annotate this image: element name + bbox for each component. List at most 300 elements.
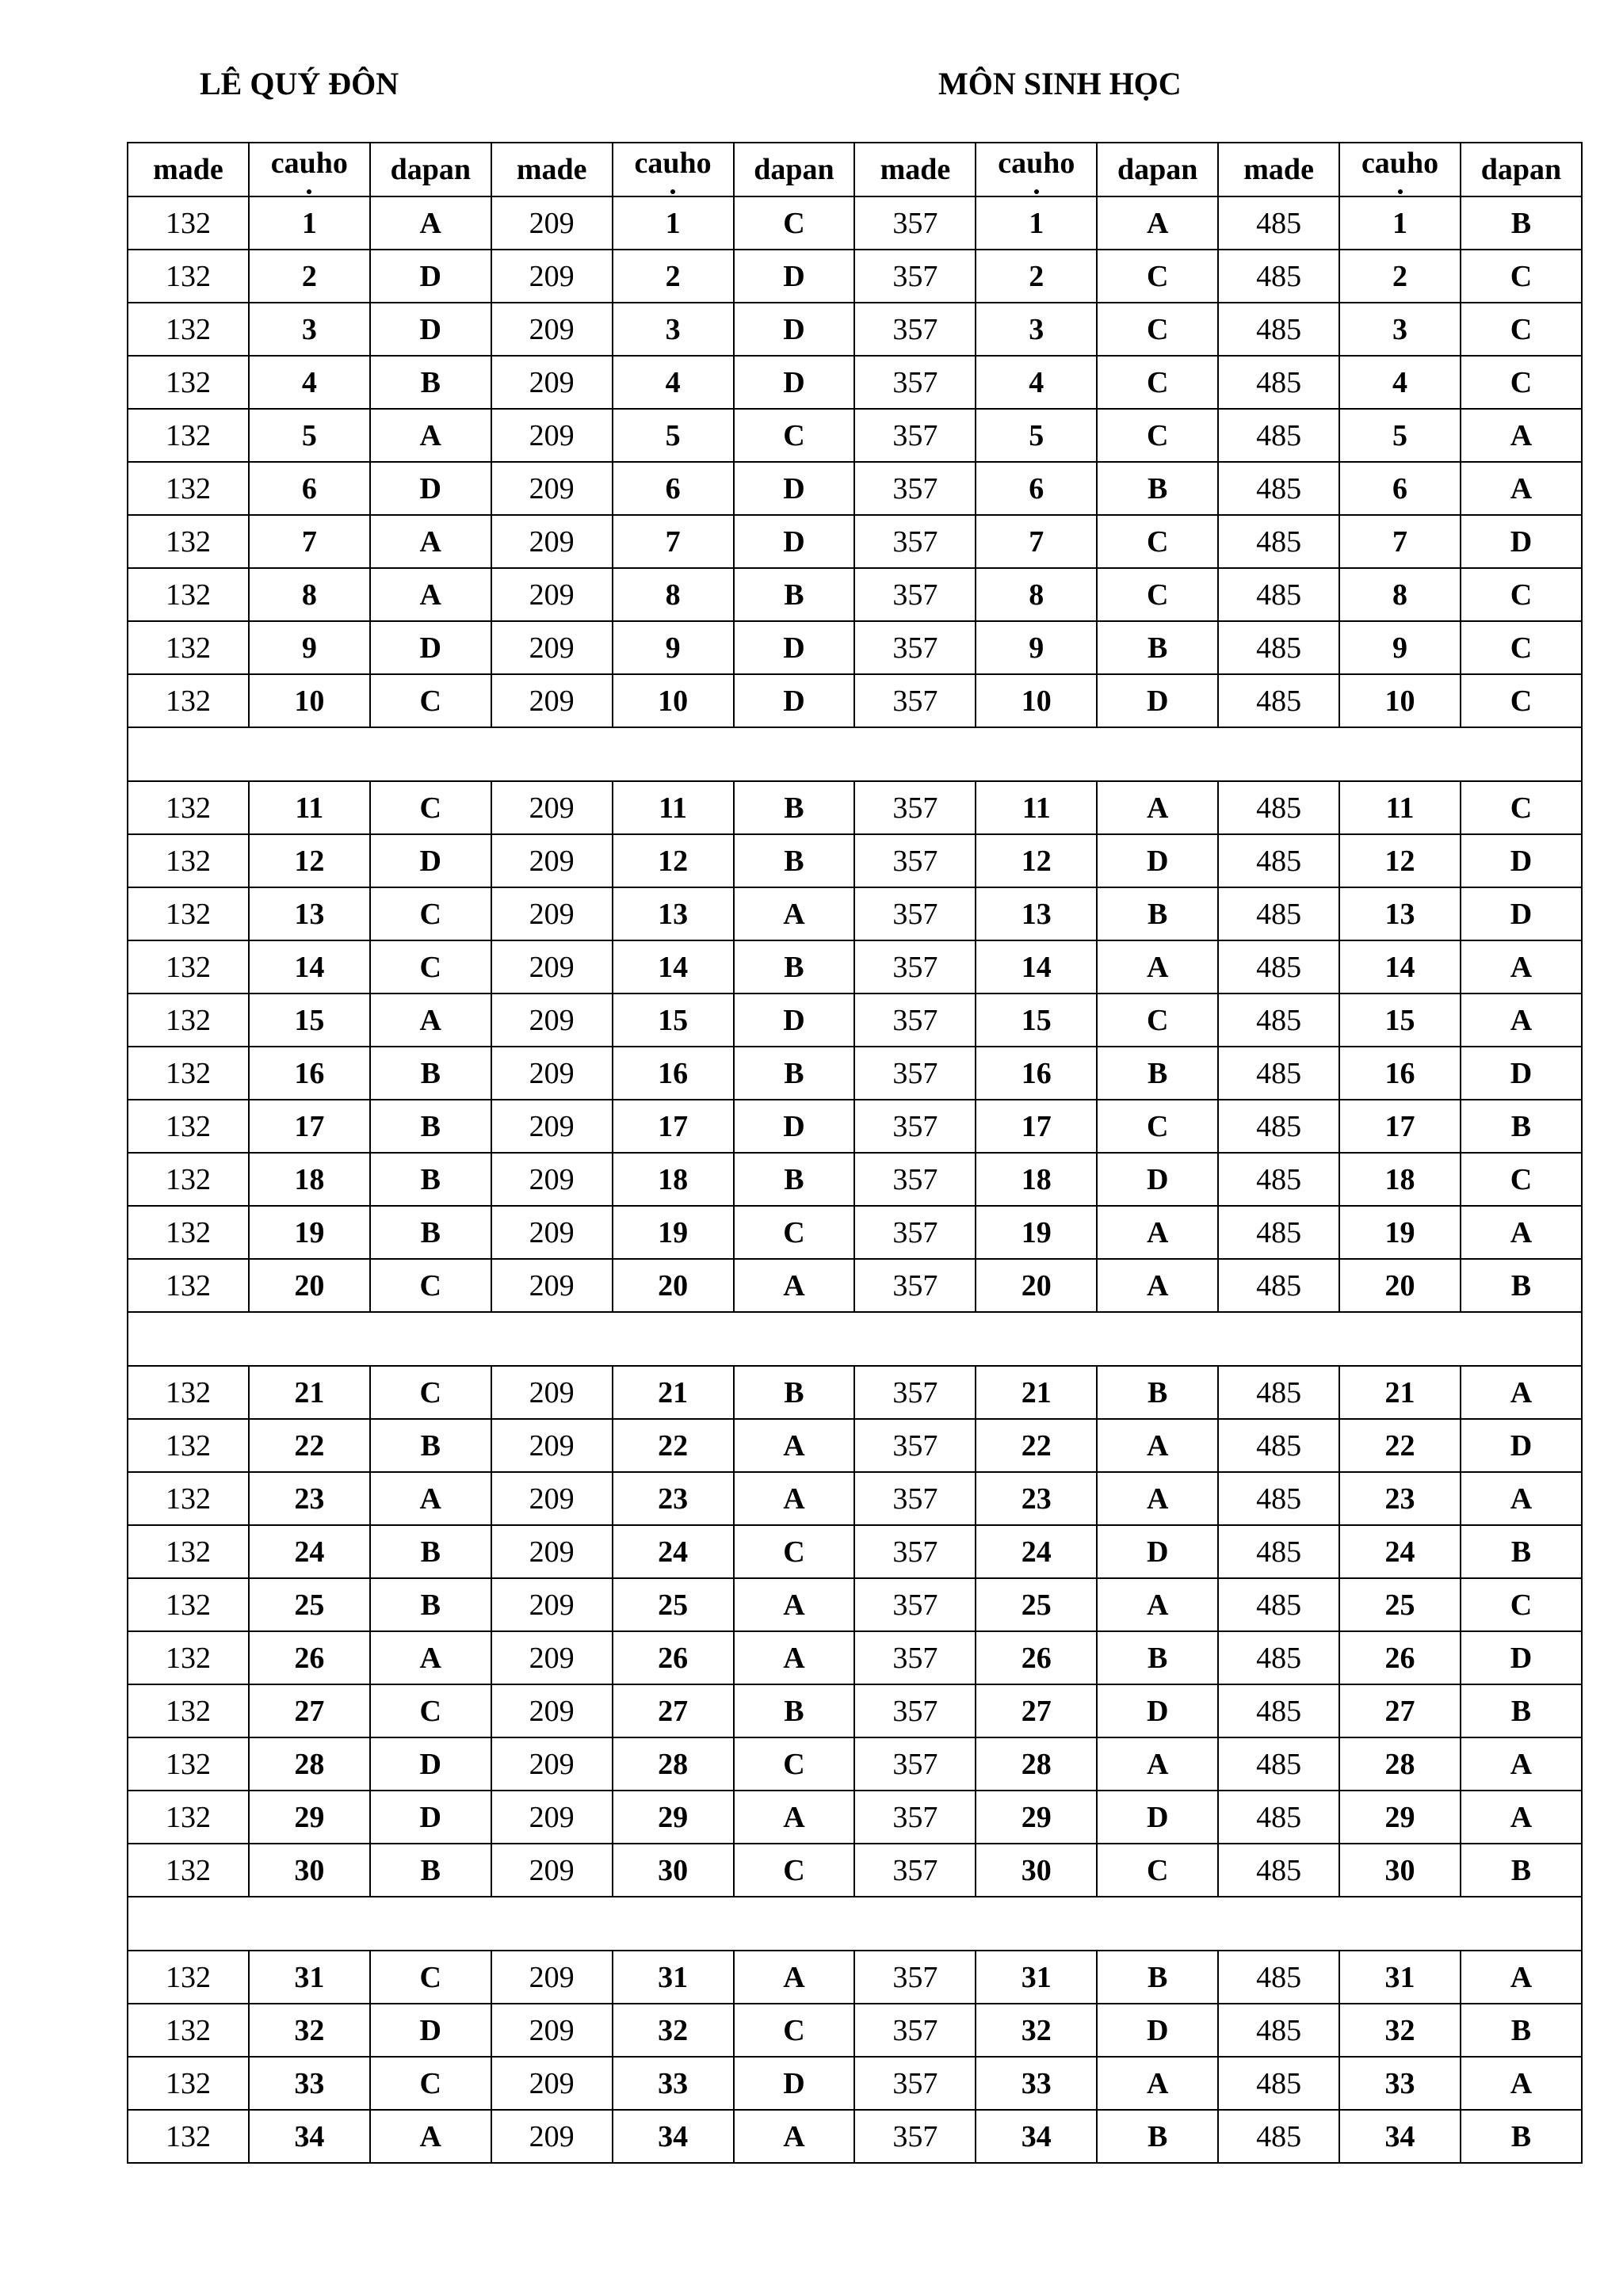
cell-made: 132 <box>128 1419 249 1472</box>
cell-dapan: D <box>1097 1684 1218 1737</box>
cell-cauho: 28 <box>613 1737 734 1791</box>
cell-dapan: C <box>1097 250 1218 303</box>
cell-cauho: 25 <box>1339 1578 1461 1631</box>
cell-dapan: C <box>370 2057 491 2110</box>
cell-cauho: 12 <box>976 834 1097 887</box>
cell-dapan: B <box>1097 1366 1218 1419</box>
cell-cauho: 10 <box>613 674 734 727</box>
cell-dapan: C <box>1097 1100 1218 1153</box>
table-row <box>128 356 1582 409</box>
table-row <box>128 1366 1582 1419</box>
cell-cauho: 12 <box>249 834 370 887</box>
cell-cauho: 1 <box>976 196 1097 250</box>
cell-made: 132 <box>128 462 249 515</box>
cell-dapan: A <box>1461 462 1582 515</box>
cell-made: 209 <box>491 1472 613 1525</box>
header-dot <box>307 189 311 194</box>
cell-dapan: A <box>1461 1737 1582 1791</box>
cell-cauho: 17 <box>1339 1100 1461 1153</box>
cell-dapan: D <box>370 621 491 674</box>
cell-dapan: A <box>370 1631 491 1684</box>
cell-made: 485 <box>1218 1951 1339 2004</box>
cell-cauho: 26 <box>613 1631 734 1684</box>
cell-dapan: C <box>1461 1153 1582 1206</box>
cell-made: 357 <box>854 781 976 834</box>
cell-made: 209 <box>491 250 613 303</box>
spacer-cell <box>128 1897 1582 1951</box>
cell-cauho: 21 <box>1339 1366 1461 1419</box>
cell-dapan: B <box>370 1206 491 1259</box>
column-header-made: made <box>1218 143 1339 196</box>
spacer-cell <box>128 1312 1582 1366</box>
column-header-dapan: dapan <box>1097 143 1218 196</box>
cell-cauho: 26 <box>1339 1631 1461 1684</box>
cell-dapan: D <box>1097 674 1218 727</box>
cell-made: 357 <box>854 1791 976 1844</box>
cell-dapan: D <box>1461 1631 1582 1684</box>
spacer-row <box>128 1897 1582 1951</box>
cell-dapan: A <box>370 515 491 568</box>
cell-made: 357 <box>854 1578 976 1631</box>
cell-cauho: 7 <box>613 515 734 568</box>
cell-dapan: B <box>1097 462 1218 515</box>
cell-made: 357 <box>854 1631 976 1684</box>
cell-made: 132 <box>128 303 249 356</box>
table-row <box>128 781 1582 834</box>
cell-made: 209 <box>491 2110 613 2163</box>
cell-made: 132 <box>128 1153 249 1206</box>
cell-made: 209 <box>491 1366 613 1419</box>
cell-cauho: 2 <box>1339 250 1461 303</box>
cell-dapan: B <box>734 1047 855 1100</box>
cell-cauho: 14 <box>976 940 1097 994</box>
cell-made: 357 <box>854 1100 976 1153</box>
cell-dapan: B <box>1097 621 1218 674</box>
cell-cauho: 19 <box>613 1206 734 1259</box>
cell-dapan: C <box>1461 781 1582 834</box>
table-row <box>128 250 1582 303</box>
cell-cauho: 24 <box>613 1525 734 1578</box>
cell-made: 132 <box>128 2004 249 2057</box>
cell-cauho: 34 <box>1339 2110 1461 2163</box>
cell-cauho: 14 <box>249 940 370 994</box>
cell-made: 485 <box>1218 196 1339 250</box>
cell-made: 132 <box>128 834 249 887</box>
cell-made: 485 <box>1218 1153 1339 1206</box>
cell-made: 209 <box>491 1631 613 1684</box>
cell-cauho: 10 <box>249 674 370 727</box>
cell-dapan: A <box>370 994 491 1047</box>
column-header-cauho <box>613 143 734 196</box>
cell-dapan: B <box>734 1366 855 1419</box>
cell-made: 209 <box>491 303 613 356</box>
cell-made: 132 <box>128 674 249 727</box>
cell-made: 357 <box>854 1047 976 1100</box>
cell-cauho: 20 <box>249 1259 370 1312</box>
cell-made: 485 <box>1218 674 1339 727</box>
cell-dapan: C <box>1461 303 1582 356</box>
cell-dapan: B <box>1097 2110 1218 2163</box>
cell-cauho: 18 <box>1339 1153 1461 1206</box>
cell-made: 357 <box>854 674 976 727</box>
column-header-cauho-label: cauho <box>634 147 712 180</box>
cell-cauho: 1 <box>1339 196 1461 250</box>
cell-made: 485 <box>1218 834 1339 887</box>
cell-made: 485 <box>1218 1844 1339 1897</box>
cell-made: 132 <box>128 1100 249 1153</box>
column-header-cauho-label: cauho <box>1361 147 1439 180</box>
column-header-cauho <box>1339 143 1461 196</box>
cell-cauho: 11 <box>249 781 370 834</box>
table-row <box>128 462 1582 515</box>
cell-made: 485 <box>1218 1366 1339 1419</box>
table-row <box>128 1684 1582 1737</box>
column-header-made: made <box>854 143 976 196</box>
cell-dapan: B <box>1461 1259 1582 1312</box>
cell-dapan: D <box>734 674 855 727</box>
cell-made: 132 <box>128 1578 249 1631</box>
cell-made: 209 <box>491 1737 613 1791</box>
cell-cauho: 29 <box>1339 1791 1461 1844</box>
cell-made: 132 <box>128 1631 249 1684</box>
cell-cauho: 2 <box>613 250 734 303</box>
table-row <box>128 303 1582 356</box>
cell-made: 209 <box>491 781 613 834</box>
cell-dapan: C <box>1097 515 1218 568</box>
cell-made: 209 <box>491 462 613 515</box>
cell-cauho: 11 <box>976 781 1097 834</box>
cell-dapan: B <box>734 834 855 887</box>
cell-dapan: A <box>734 887 855 940</box>
column-header-cauho <box>249 143 370 196</box>
cell-dapan: C <box>1097 303 1218 356</box>
cell-made: 209 <box>491 2057 613 2110</box>
cell-dapan: D <box>734 2057 855 2110</box>
cell-dapan: A <box>1097 2057 1218 2110</box>
cell-dapan: A <box>1461 1206 1582 1259</box>
cell-made: 485 <box>1218 568 1339 621</box>
cell-made: 209 <box>491 568 613 621</box>
cell-made: 357 <box>854 1206 976 1259</box>
cell-cauho: 4 <box>249 356 370 409</box>
cell-made: 357 <box>854 515 976 568</box>
cell-made: 485 <box>1218 1259 1339 1312</box>
cell-made: 357 <box>854 887 976 940</box>
cell-cauho: 31 <box>1339 1951 1461 2004</box>
cell-cauho: 29 <box>613 1791 734 1844</box>
table-row <box>128 1259 1582 1312</box>
cell-made: 209 <box>491 834 613 887</box>
cell-made: 357 <box>854 1525 976 1578</box>
cell-cauho: 3 <box>1339 303 1461 356</box>
table-row <box>128 2057 1582 2110</box>
cell-dapan: D <box>1461 1419 1582 1472</box>
cell-dapan: B <box>1461 1684 1582 1737</box>
cell-made: 209 <box>491 887 613 940</box>
cell-cauho: 25 <box>613 1578 734 1631</box>
spacer-row <box>128 1312 1582 1366</box>
cell-made: 209 <box>491 1844 613 1897</box>
cell-made: 357 <box>854 834 976 887</box>
cell-made: 485 <box>1218 462 1339 515</box>
cell-cauho: 17 <box>976 1100 1097 1153</box>
cell-cauho: 30 <box>976 1844 1097 1897</box>
table-row <box>128 1153 1582 1206</box>
cell-cauho: 10 <box>1339 674 1461 727</box>
cell-dapan: C <box>734 1737 855 1791</box>
cell-cauho: 33 <box>249 2057 370 2110</box>
cell-cauho: 32 <box>613 2004 734 2057</box>
cell-dapan: D <box>734 621 855 674</box>
cell-dapan: A <box>1461 940 1582 994</box>
cell-made: 132 <box>128 196 249 250</box>
cell-made: 485 <box>1218 1684 1339 1737</box>
table-row <box>128 1791 1582 1844</box>
cell-dapan: D <box>1461 515 1582 568</box>
cell-made: 132 <box>128 621 249 674</box>
cell-cauho: 5 <box>1339 409 1461 462</box>
cell-dapan: A <box>370 1472 491 1525</box>
table-row <box>128 196 1582 250</box>
cell-cauho: 20 <box>976 1259 1097 1312</box>
cell-made: 209 <box>491 1419 613 1472</box>
cell-made: 485 <box>1218 409 1339 462</box>
cell-dapan: A <box>1097 1578 1218 1631</box>
cell-made: 132 <box>128 2110 249 2163</box>
cell-cauho: 16 <box>1339 1047 1461 1100</box>
cell-dapan: A <box>734 1578 855 1631</box>
school-name: LÊ QUÝ ĐÔN <box>200 66 399 101</box>
cell-made: 485 <box>1218 2004 1339 2057</box>
cell-cauho: 18 <box>613 1153 734 1206</box>
cell-cauho: 9 <box>1339 621 1461 674</box>
cell-cauho: 23 <box>1339 1472 1461 1525</box>
cell-dapan: A <box>1097 1206 1218 1259</box>
cell-made: 132 <box>128 1206 249 1259</box>
cell-made: 132 <box>128 409 249 462</box>
cell-made: 357 <box>854 1366 976 1419</box>
cell-cauho: 24 <box>249 1525 370 1578</box>
cell-dapan: C <box>370 781 491 834</box>
cell-dapan: C <box>734 1206 855 1259</box>
column-header-cauho-label: cauho <box>998 147 1075 180</box>
cell-made: 357 <box>854 356 976 409</box>
table-row <box>128 1844 1582 1897</box>
cell-cauho: 21 <box>976 1366 1097 1419</box>
cell-made: 209 <box>491 356 613 409</box>
cell-dapan: D <box>370 250 491 303</box>
cell-cauho: 10 <box>976 674 1097 727</box>
cell-dapan: C <box>370 1684 491 1737</box>
cell-dapan: A <box>370 409 491 462</box>
cell-cauho: 1 <box>249 196 370 250</box>
cell-dapan: A <box>1097 1419 1218 1472</box>
cell-dapan: D <box>370 2004 491 2057</box>
cell-dapan: D <box>1097 1525 1218 1578</box>
cell-cauho: 6 <box>613 462 734 515</box>
cell-dapan: A <box>370 568 491 621</box>
column-header-cauho-label: cauho <box>270 147 348 180</box>
cell-dapan: D <box>370 303 491 356</box>
cell-cauho: 27 <box>613 1684 734 1737</box>
cell-cauho: 22 <box>613 1419 734 1472</box>
table-header-row <box>128 143 1582 196</box>
cell-dapan: B <box>370 1153 491 1206</box>
cell-made: 485 <box>1218 621 1339 674</box>
cell-made: 209 <box>491 196 613 250</box>
cell-dapan: A <box>1097 781 1218 834</box>
cell-made: 357 <box>854 1153 976 1206</box>
cell-made: 357 <box>854 568 976 621</box>
cell-made: 357 <box>854 250 976 303</box>
cell-dapan: C <box>370 940 491 994</box>
cell-made: 357 <box>854 1684 976 1737</box>
cell-dapan: C <box>370 1951 491 2004</box>
cell-dapan: B <box>370 356 491 409</box>
cell-dapan: C <box>370 1366 491 1419</box>
header-dot <box>670 189 675 194</box>
cell-dapan: A <box>1097 196 1218 250</box>
cell-cauho: 27 <box>976 1684 1097 1737</box>
cell-cauho: 25 <box>976 1578 1097 1631</box>
cell-dapan: D <box>734 994 855 1047</box>
cell-dapan: D <box>1097 1791 1218 1844</box>
cell-cauho: 29 <box>249 1791 370 1844</box>
cell-made: 132 <box>128 2057 249 2110</box>
cell-cauho: 28 <box>976 1737 1097 1791</box>
table-row <box>128 994 1582 1047</box>
cell-dapan: D <box>370 1737 491 1791</box>
cell-made: 209 <box>491 1951 613 2004</box>
cell-dapan: A <box>1461 2057 1582 2110</box>
cell-cauho: 26 <box>976 1631 1097 1684</box>
cell-made: 357 <box>854 2057 976 2110</box>
cell-dapan: A <box>1097 940 1218 994</box>
cell-made: 357 <box>854 303 976 356</box>
cell-cauho: 32 <box>976 2004 1097 2057</box>
table-row <box>128 940 1582 994</box>
cell-cauho: 8 <box>249 568 370 621</box>
cell-cauho: 20 <box>613 1259 734 1312</box>
cell-made: 357 <box>854 2110 976 2163</box>
column-header-made: made <box>491 143 613 196</box>
cell-cauho: 4 <box>613 356 734 409</box>
cell-cauho: 14 <box>613 940 734 994</box>
cell-dapan: A <box>1461 994 1582 1047</box>
cell-made: 485 <box>1218 250 1339 303</box>
table-row <box>128 1631 1582 1684</box>
cell-dapan: C <box>370 674 491 727</box>
cell-made: 132 <box>128 1259 249 1312</box>
cell-made: 209 <box>491 1153 613 1206</box>
cell-made: 485 <box>1218 940 1339 994</box>
cell-dapan: B <box>370 1844 491 1897</box>
cell-made: 485 <box>1218 1100 1339 1153</box>
cell-dapan: B <box>370 1100 491 1153</box>
cell-made: 485 <box>1218 2057 1339 2110</box>
cell-made: 357 <box>854 2004 976 2057</box>
table-row <box>128 568 1582 621</box>
cell-dapan: D <box>734 1100 855 1153</box>
cell-dapan: B <box>734 1153 855 1206</box>
cell-made: 132 <box>128 940 249 994</box>
cell-cauho: 11 <box>613 781 734 834</box>
header-dot <box>1398 189 1403 194</box>
cell-made: 485 <box>1218 303 1339 356</box>
cell-cauho: 5 <box>249 409 370 462</box>
cell-cauho: 6 <box>1339 462 1461 515</box>
cell-cauho: 12 <box>1339 834 1461 887</box>
cell-cauho: 34 <box>249 2110 370 2163</box>
cell-dapan: A <box>734 1791 855 1844</box>
cell-cauho: 19 <box>976 1206 1097 1259</box>
table-row <box>128 1100 1582 1153</box>
cell-made: 132 <box>128 515 249 568</box>
cell-made: 132 <box>128 1525 249 1578</box>
cell-dapan: B <box>370 1525 491 1578</box>
table-row <box>128 1206 1582 1259</box>
column-header-cauho <box>976 143 1097 196</box>
answer-key-table <box>127 142 1583 2164</box>
cell-cauho: 26 <box>249 1631 370 1684</box>
cell-cauho: 32 <box>249 2004 370 2057</box>
cell-made: 357 <box>854 1419 976 1472</box>
cell-cauho: 7 <box>1339 515 1461 568</box>
cell-cauho: 13 <box>976 887 1097 940</box>
cell-dapan: A <box>1097 1259 1218 1312</box>
cell-cauho: 19 <box>1339 1206 1461 1259</box>
cell-cauho: 9 <box>613 621 734 674</box>
cell-cauho: 15 <box>613 994 734 1047</box>
cell-cauho: 24 <box>1339 1525 1461 1578</box>
cell-made: 357 <box>854 196 976 250</box>
cell-dapan: B <box>370 1419 491 1472</box>
cell-dapan: A <box>1097 1472 1218 1525</box>
table-row <box>128 1472 1582 1525</box>
cell-made: 485 <box>1218 1791 1339 1844</box>
cell-made: 209 <box>491 994 613 1047</box>
cell-dapan: B <box>1097 887 1218 940</box>
table-row <box>128 834 1582 887</box>
cell-dapan: D <box>734 356 855 409</box>
cell-made: 209 <box>491 1791 613 1844</box>
cell-dapan: D <box>1097 2004 1218 2057</box>
cell-made: 485 <box>1218 887 1339 940</box>
column-header-dapan: dapan <box>370 143 491 196</box>
cell-made: 209 <box>491 1259 613 1312</box>
cell-cauho: 16 <box>613 1047 734 1100</box>
cell-cauho: 23 <box>613 1472 734 1525</box>
cell-dapan: B <box>1461 2004 1582 2057</box>
cell-made: 132 <box>128 1684 249 1737</box>
table-row <box>128 674 1582 727</box>
table-row <box>128 887 1582 940</box>
cell-dapan: B <box>734 568 855 621</box>
cell-cauho: 22 <box>1339 1419 1461 1472</box>
table-row <box>128 1419 1582 1472</box>
cell-dapan: B <box>1461 1844 1582 1897</box>
cell-made: 209 <box>491 1525 613 1578</box>
cell-dapan: C <box>1097 994 1218 1047</box>
cell-cauho: 22 <box>249 1419 370 1472</box>
cell-dapan: B <box>1461 196 1582 250</box>
cell-dapan: A <box>734 1259 855 1312</box>
cell-made: 485 <box>1218 1578 1339 1631</box>
cell-made: 485 <box>1218 994 1339 1047</box>
cell-dapan: D <box>370 462 491 515</box>
cell-cauho: 17 <box>249 1100 370 1153</box>
cell-dapan: D <box>734 303 855 356</box>
